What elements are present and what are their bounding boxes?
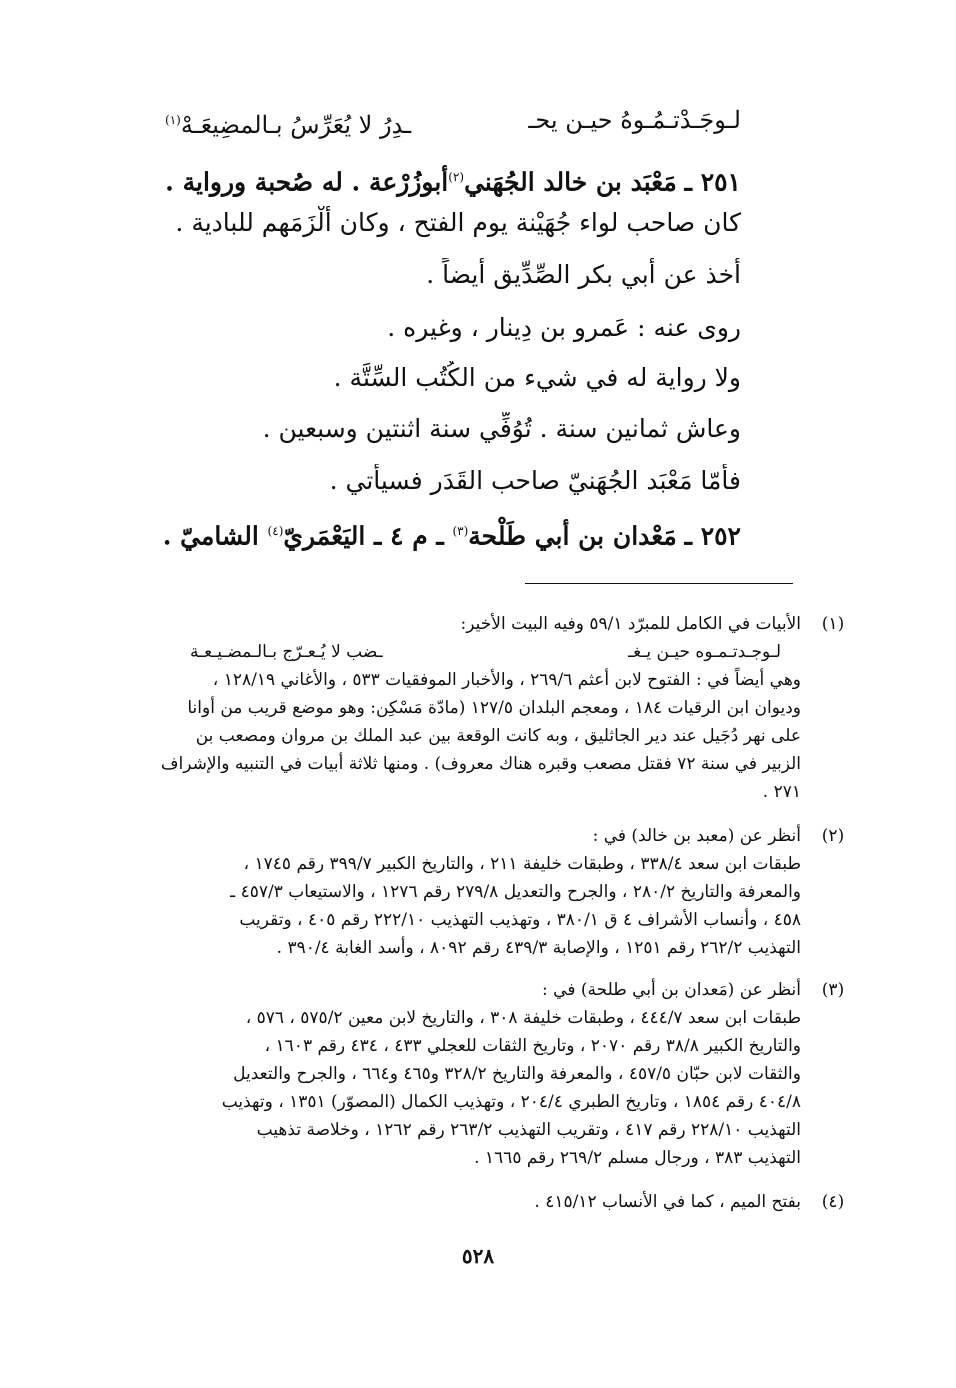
footnote-verse — [95, 638, 801, 666]
footnote-line: طبقات ابن سعد ٣٣٨/٤ ، وطبقات خليفة ٢١١ ، والتاريخ الكبير ٣٩٩/٧ رقم ١٧٤٥ ، — [243, 854, 801, 874]
footnote-line: والمعرفة والتاريخ ٢٨٠/٢ ، والجرح والتعديل ٢٧٩/٨ رقم ١٢٧٦ ، والاستيعاب ٤٥٧/٣ ـ — [230, 882, 801, 902]
footnote-separator — [525, 583, 793, 584]
entry-251-number: ٢٥١ ـ — [684, 167, 741, 197]
footnote-verse-hemistich-second: ـضب لا يُـعـرّج بـالـمضـيـعـة — [190, 642, 383, 662]
footnote-line: والتاريخ الكبير ٣٨/٨ رقم ٢٠٧٠ ، وتاريخ الثقات للعجلي ٤٣٣ ، ٤٣٤ رقم ١٦٠٣ ، — [264, 1036, 801, 1056]
entry-251-name: مَعْبَد بن خالد الجُهَني — [464, 167, 677, 197]
footnote-line: طبقات ابن سعد ٤٤٤/٧ ، وطبقات خليفة ٣٠٨ ، والتاريخ لابن معين ٥٧٥/٢ ، ٥٧٦ ، — [245, 1008, 801, 1028]
footnote-line: ٢٧١ . — [762, 782, 801, 802]
footnote-number: (٢) — [821, 826, 845, 846]
footnote-line: والثقات لابن حبّان ٤٥٧/٥ ، والمعرفة والتاريخ ٣٢٨/٢ و٤٦٥ و٦٦٤ ، والجرح والتعديل — [233, 1064, 801, 1084]
page-number: ٥٢٨ — [461, 1244, 495, 1268]
verse-line — [165, 100, 741, 140]
footnote-line: أنظر عن (مَعدان بن أبي طلحة) في : — [542, 980, 801, 1000]
footnote-line: أنظر عن (معبد بن خالد) في : — [592, 826, 801, 846]
footnote-line: بفتح الميم ، كما في الأنساب ٤١٥/١٢ . — [534, 1192, 801, 1212]
body-line: روى عنه : عَمرو بن دِينار ، وغيره . — [387, 313, 741, 342]
footnote-number: (١) — [821, 614, 845, 634]
footnote-3 — [95, 976, 845, 1172]
footnote-line: ٤٠٤/٨ رقم ١٨٥٤ ، وتاريخ الطبري ٢٠٤/٤ ، وتهذيب الكمال (المصوّر) ١٣٥١ ، وتهذيب — [221, 1092, 801, 1112]
footnote-line: وهي أيضاً في : الفتوح لابن أعثم ٢٦٩/٦ ، والأخبار الموفقيات ٥٣٣ ، والأغاني ١٢٨/١٩ ، — [212, 670, 801, 690]
footnote-line: الأبيات في الكامل للمبرّد ٥٩/١ وفيه البيت الأخير: — [460, 614, 801, 634]
footnote-4 — [95, 1188, 845, 1216]
entry-251-heading — [150, 160, 741, 199]
entry-252-heading — [150, 514, 741, 553]
body-line: أخذ عن أبي بكر الصِّدِّيق أيضاً . — [426, 260, 741, 289]
body-line: ولا رواية له في شيء من الكُتُب السِّتَّة . — [333, 363, 741, 392]
footnote-number: (٣) — [821, 980, 845, 1000]
footnote-1 — [95, 610, 845, 806]
footnote-2 — [95, 822, 845, 962]
footnote-line: التهذيب ٢٢٨/١٠ رقم ٤١٧ ، وتقريب التهذيب ٢٦٣/٢ رقم ١٢٦٢ ، وخلاصة تذهيب — [256, 1120, 801, 1140]
footnote-line: ٤٥٨ ، وأنساب الأشراف ٤ ق ٣٨٠/١ ، وتهذيب التهذيب ٢٢٢/١٠ رقم ٤٠٥ ، وتقريب — [239, 910, 801, 930]
entry-252-rest: الشاميّ . — [162, 521, 268, 551]
footnote-number: (٤) — [821, 1192, 845, 1212]
body-line: فأمّا مَعْبَد الجُهَنيّ صاحب القَدَر فسيأتي . — [329, 466, 741, 495]
verse-hemistich-second: ـدِرُ لا يُعَرِّسُ بـالمضِيعَـهْ$^{(١)}$ — [165, 111, 412, 139]
body-line: وعاش ثمانين سنة . تُوُفِّي سنة اثنتين وسبعين . — [262, 414, 741, 443]
verse-hemistich-first: لـوجَـدْتـمُـوهُ حيـن يحـ — [528, 106, 741, 134]
footnote-line: وديوان ابن الرقيات ١٨٤ ، ومعجم البلدان ١٢٧/٥ (مادّة مَسْكِن: وهو موضع قريب من أوانا — [187, 698, 801, 718]
footnote-line: الزبير في سنة ٧٢ فقتل مصعب وقبره هناك معروف) . ومنها ثلاثة أبيات في التنبيه والإشراف — [160, 754, 801, 774]
entry-252-middle: ـ م ٤ ـ اليَعْمَريّ — [283, 521, 453, 551]
footnote-line: على نهر دُجَيل عند دير الجاثليق ، وبه كانت الوقعة بين عبد الملك بن مروان ومصعب بن — [195, 726, 801, 746]
footnote-ref-4[interactable]: (٤) — [267, 524, 284, 538]
entry-252-name: مَعْدان بن أبي طَلْحة — [468, 521, 677, 551]
body-line: كان صاحب لواء جُهَيْنة يوم الفتح ، وكان ألْزَمَهم للبادية . — [175, 208, 741, 237]
entry-252-number: ٢٥٢ ـ — [684, 521, 741, 551]
footnote-line: التهذيب ٣٨٣ ، ورجال مسلم ٢٦٩/٢ رقم ١٦٦٥ . — [474, 1148, 801, 1168]
footnote-line: التهذيب ٢٦٢/٢ رقم ١٢٥١ ، والإصابة ٤٣٩/٣ رقم ٨٠٩٢ ، وأسد الغابة ٣٩٠/٤ . — [276, 938, 801, 958]
footnote-ref-2[interactable]: (٢) — [448, 170, 465, 184]
footnote-ref-1[interactable]: (١) — [165, 113, 181, 127]
entry-251-kunya: أبوزُرْعة . له صُحبة ورواية . — [165, 167, 449, 197]
footnote-verse-hemistich-first: لـوجـدتـمـوه حيـن يـغـ — [628, 642, 781, 662]
footnote-ref-3[interactable]: (٣) — [452, 524, 469, 538]
